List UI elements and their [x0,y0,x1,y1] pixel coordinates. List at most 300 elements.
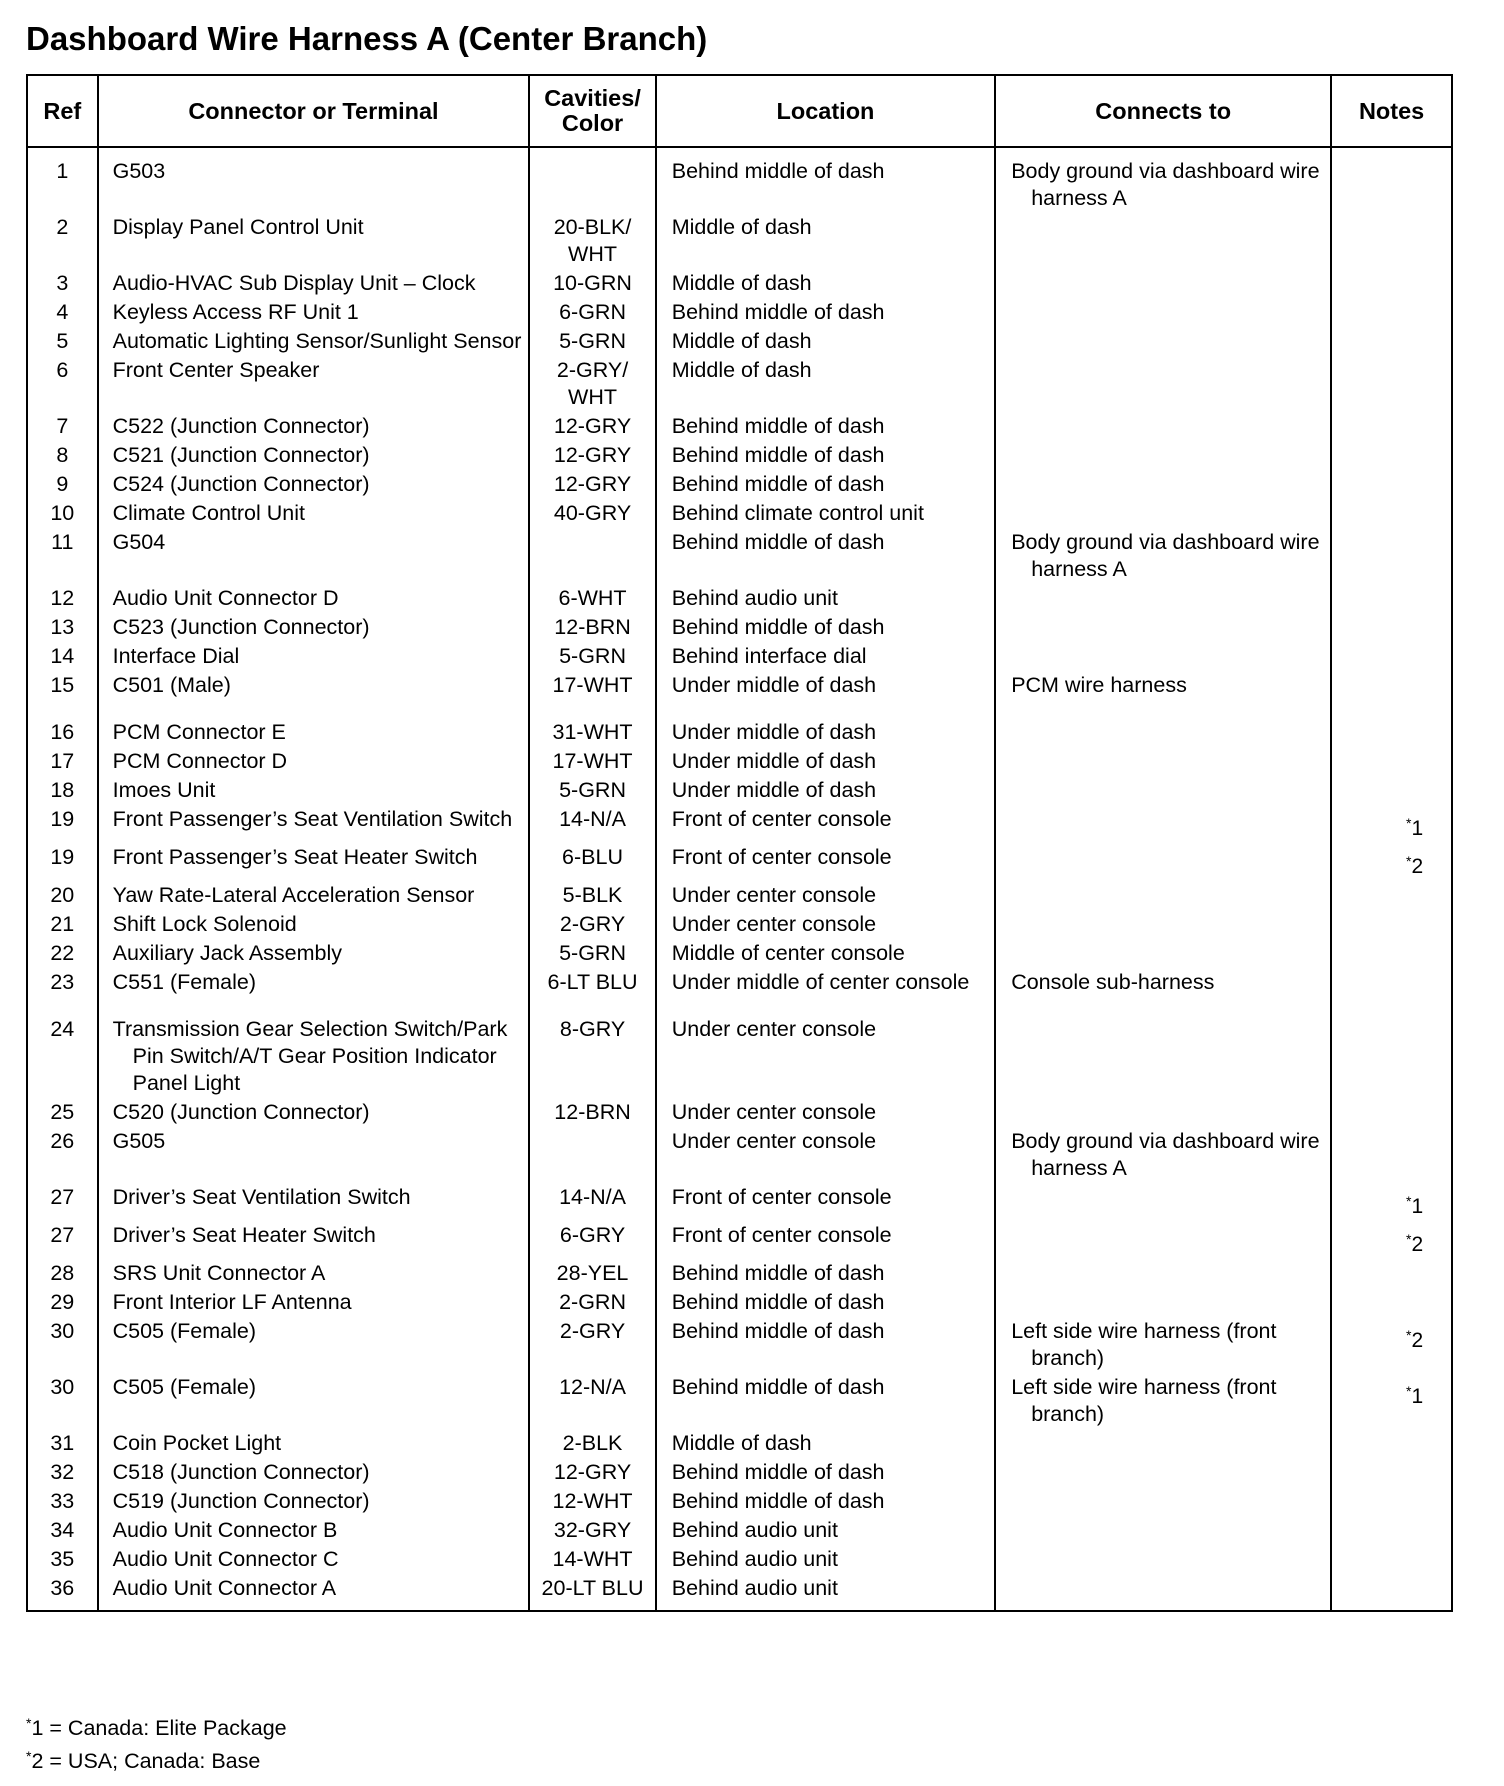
table-row [27,776,1452,805]
connects-to-cell [995,412,1331,441]
notes-cell [1331,356,1452,412]
location-cell-text: Middle of dash [671,329,812,353]
connector-cell-text: Front Interior LF Antenna [112,1290,352,1314]
connector-cell-text: Front Center Speaker [112,358,320,382]
cavities-cell [529,968,655,1015]
connector-cell [98,269,530,298]
notes-cell [1331,805,1452,843]
table-row [27,1487,1452,1516]
location-cell [656,1545,995,1574]
location-cell [656,613,995,642]
connector-cell [98,1429,530,1458]
connector-cell [98,356,530,412]
connector-cell-text: Coin Pocket Light [112,1431,282,1455]
cavities-cell-text: 40-GRY [553,501,632,525]
cavities-cell-text: 12-WHT [552,1489,633,1513]
connects-to-cell [995,1288,1331,1317]
ref-cell: 17 [27,747,98,776]
connects-to-cell [995,1429,1331,1458]
cavities-cell-text: 8-GRY [559,1017,626,1041]
col-header-notes: Notes [1331,75,1452,147]
cavities-cell [529,881,655,910]
connector-cell-text: C551 (Female) [112,970,256,994]
ref-cell: 4 [27,298,98,327]
footnotes [26,1709,287,1775]
notes-cell-text: * 2 [1406,1322,1423,1354]
cavities-cell [529,718,655,747]
connects-to-cell [995,1487,1331,1516]
location-cell-text: Under middle of center console [671,970,970,994]
connects-to-cell [995,1183,1331,1221]
connects-to-cell [995,584,1331,613]
location-cell [656,147,995,213]
cavities-cell [529,1458,655,1487]
location-cell [656,269,995,298]
location-cell [656,1317,995,1373]
connects-to-cell [995,1015,1331,1098]
location-cell [656,1574,995,1611]
connector-cell-text: Driver’s Seat Ventilation Switch [112,1185,411,1209]
connector-cell [98,499,530,528]
notes-cell [1331,269,1452,298]
table-row [27,1429,1452,1458]
location-cell [656,939,995,968]
cavities-cell [529,671,655,718]
connector-cell-text: Audio Unit Connector C [112,1547,339,1571]
connector-cell-text: G504 [112,530,166,554]
notes-cell [1331,613,1452,642]
location-cell [656,1221,995,1259]
location-cell-text: Middle of dash [671,215,812,239]
notes-cell [1331,1221,1452,1259]
cavities-cell-text: 12-GRY [553,443,632,467]
connects-to-cell [995,1516,1331,1545]
col-header-location: Location [656,75,995,147]
cavities-cell-text: 12-BRN [554,1100,631,1124]
table-row [27,470,1452,499]
connects-to-cell [995,499,1331,528]
connects-to-cell-text: Body ground via dashboard wire harness A [1011,159,1320,210]
cavities-cell [529,528,655,584]
notes-cell [1331,1288,1452,1317]
connects-to-cell [995,671,1331,718]
location-cell [656,1516,995,1545]
connector-cell [98,671,530,718]
notes-cell [1331,718,1452,747]
notes-cell [1331,747,1452,776]
cavities-cell-text: 6-LT BLU [547,970,638,994]
connector-cell-text: Display Panel Control Unit [112,215,364,239]
cavities-cell-text: 2-GRY [559,1319,626,1343]
cavities-cell [529,1183,655,1221]
location-cell [656,776,995,805]
connector-cell-text: C501 (Male) [112,673,231,697]
table-row [27,968,1452,1015]
cavities-cell-text: 14-N/A [559,1185,626,1209]
connector-cell-text: C518 (Junction Connector) [112,1460,370,1484]
location-cell [656,298,995,327]
connects-to-cell-text: Left side wire harness (front branch) [1011,1319,1277,1370]
cavities-cell-text: 12-GRY [553,472,632,496]
notes-cell [1331,1183,1452,1221]
notes-cell-text: * 2 [1406,848,1423,880]
location-cell-text: Behind middle of dash [671,1489,885,1513]
location-cell [656,843,995,881]
connector-cell-text: PCM Connector D [112,749,288,773]
connects-to-cell [995,642,1331,671]
notes-cell [1331,441,1452,470]
connects-to-cell [995,528,1331,584]
cavities-cell-text: 12-N/A [559,1375,626,1399]
notes-cell [1331,412,1452,441]
cavities-cell-text: 2-BLK [562,1431,623,1455]
ref-cell: 15 [27,671,98,718]
location-cell-text: Under center console [671,1129,877,1153]
notes-cell [1331,327,1452,356]
cavities-cell-text: 12-BRN [554,615,631,639]
ref-cell: 36 [27,1574,98,1611]
cavities-cell-text: 28-YEL [556,1261,629,1285]
notes-cell [1331,1373,1452,1429]
table-row [27,1574,1452,1611]
notes-cell [1331,881,1452,910]
ref-cell: 16 [27,718,98,747]
ref-cell: 26 [27,1127,98,1183]
ref-cell: 11 [27,528,98,584]
location-cell [656,584,995,613]
ref-cell: 5 [27,327,98,356]
connector-cell [98,298,530,327]
connector-cell-text: Shift Lock Solenoid [112,912,297,936]
connector-cell [98,613,530,642]
connector-cell [98,843,530,881]
location-cell [656,356,995,412]
location-cell [656,1183,995,1221]
table-row [27,1259,1452,1288]
connector-cell-text: Auxiliary Jack Assembly [112,941,343,965]
location-cell-text: Front of center console [671,845,892,869]
notes-cell [1331,213,1452,269]
ref-cell: 28 [27,1259,98,1288]
ref-cell: 7 [27,412,98,441]
location-cell-text: Under middle of dash [671,720,877,744]
connector-cell-text: Yaw Rate-Lateral Acceleration Sensor [112,883,475,907]
connector-cell-text: Front Passenger’s Seat Heater Switch [112,845,478,869]
connector-cell-text: Interface Dial [112,644,240,668]
cavities-cell-text: 2-GRY/ WHT [556,358,629,409]
ref-cell: 9 [27,470,98,499]
cavities-cell [529,584,655,613]
ref-cell: 30 [27,1317,98,1373]
cavities-cell [529,298,655,327]
connector-cell-text: Imoes Unit [112,778,216,802]
cavities-cell [529,1429,655,1458]
connector-cell [98,1183,530,1221]
table-row [27,1015,1452,1098]
connects-to-cell [995,327,1331,356]
connector-cell-text: SRS Unit Connector A [112,1261,326,1285]
connector-cell-text: C523 (Junction Connector) [112,615,370,639]
connects-to-cell-text: Left side wire harness (front branch) [1011,1375,1277,1426]
ref-cell: 19 [27,805,98,843]
connector-cell [98,1098,530,1127]
location-cell-text: Behind climate control unit [671,501,924,525]
cavities-cell-text: 14-N/A [559,807,626,831]
connects-to-cell [995,805,1331,843]
connector-cell [98,1545,530,1574]
ref-cell: 30 [27,1373,98,1429]
cavities-cell-text: 17-WHT [552,749,633,773]
connects-to-cell [995,147,1331,213]
location-cell [656,805,995,843]
notes-cell [1331,1259,1452,1288]
notes-cell [1331,939,1452,968]
cavities-cell [529,1288,655,1317]
connector-cell [98,805,530,843]
cavities-cell [529,356,655,412]
notes-cell-text: * 1 [1406,1378,1423,1410]
location-cell-text: Under center console [671,1100,877,1124]
notes-cell [1331,776,1452,805]
location-cell [656,528,995,584]
table-row [27,1516,1452,1545]
connector-cell [98,1015,530,1098]
notes-cell [1331,671,1452,718]
location-cell [656,910,995,939]
col-header-cavities: Cavities/ Color [529,75,655,147]
notes-cell-text: * 2 [1406,1226,1423,1258]
connector-cell [98,1259,530,1288]
location-cell [656,213,995,269]
col-header-connects-to: Connects to [995,75,1331,147]
notes-cell [1331,1098,1452,1127]
connector-cell-text: Transmission Gear Selection Switch/Park Pin Switch/A/T Gear Position Indicator Panel Light [112,1017,508,1095]
connector-cell-text: Keyless Access RF Unit 1 [112,300,359,324]
location-cell [656,1259,995,1288]
location-cell [656,1458,995,1487]
connects-to-cell [995,1373,1331,1429]
connector-cell [98,528,530,584]
notes-cell [1331,968,1452,1015]
table-row [27,805,1452,843]
notes-cell [1331,584,1452,613]
table-row [27,327,1452,356]
connector-cell [98,1221,530,1259]
connects-to-cell [995,881,1331,910]
location-cell [656,718,995,747]
table-row [27,671,1452,718]
table-row [27,356,1452,412]
ref-cell: 27 [27,1183,98,1221]
connector-cell [98,1288,530,1317]
location-cell [656,441,995,470]
connects-to-cell [995,1098,1331,1127]
notes-cell [1331,843,1452,881]
cavities-cell-text: 20-LT BLU [541,1576,644,1600]
location-cell-text: Front of center console [671,807,892,831]
connects-to-cell [995,1127,1331,1183]
connects-to-cell-text: Console sub-harness [1011,970,1215,994]
cavities-cell [529,1545,655,1574]
connects-to-cell [995,910,1331,939]
connects-to-cell [995,843,1331,881]
table-row [27,269,1452,298]
connects-to-cell-text: Body ground via dashboard wire harness A [1011,530,1320,581]
ref-cell: 13 [27,613,98,642]
connector-cell-text: PCM Connector E [112,720,286,744]
cavities-cell [529,1574,655,1611]
cavities-cell [529,499,655,528]
footnote-marker: * [26,1748,32,1764]
location-cell-text: Behind audio unit [671,1547,838,1571]
col-header-connector: Connector or Terminal [98,75,530,147]
ref-cell: 6 [27,356,98,412]
connector-cell [98,584,530,613]
connects-to-cell [995,747,1331,776]
connects-to-cell [995,939,1331,968]
connector-cell [98,968,530,1015]
table-row [27,1545,1452,1574]
location-cell-text: Middle of dash [671,358,812,382]
connector-cell [98,1317,530,1373]
cavities-cell-text: 14-WHT [552,1547,633,1571]
location-cell-text: Behind middle of dash [671,1375,885,1399]
connector-cell [98,776,530,805]
location-cell-text: Under center console [671,883,877,907]
location-cell-text: Behind middle of dash [671,1319,885,1343]
location-cell [656,671,995,718]
ref-cell: 24 [27,1015,98,1098]
connects-to-cell [995,968,1331,1015]
cavities-cell-text: 5-GRN [559,778,626,802]
table-row [27,1288,1452,1317]
location-cell-text: Under middle of dash [671,778,877,802]
ref-cell: 1 [27,147,98,213]
location-cell-text: Behind audio unit [671,1576,838,1600]
notes-cell [1331,1487,1452,1516]
cavities-cell [529,1373,655,1429]
connector-cell-text: Driver’s Seat Heater Switch [112,1223,376,1247]
location-cell-text: Behind middle of dash [671,414,885,438]
connects-to-cell-text: Body ground via dashboard wire harness A [1011,1129,1320,1180]
connects-to-cell [995,1458,1331,1487]
location-cell-text: Under middle of dash [671,673,877,697]
cavities-cell-text: 32-GRY [553,1518,632,1542]
connector-cell-text: C505 (Female) [112,1375,256,1399]
table-row [27,1373,1452,1429]
cavities-cell [529,910,655,939]
notes-cell [1331,1574,1452,1611]
ref-cell: 20 [27,881,98,910]
location-cell-text: Behind middle of dash [671,1460,885,1484]
cavities-cell-text: 6-GRY [559,1223,626,1247]
table-row [27,1317,1452,1373]
connector-cell-text: C522 (Junction Connector) [112,414,370,438]
table-row [27,881,1452,910]
table-row [27,1458,1452,1487]
ref-cell: 27 [27,1221,98,1259]
table-row [27,747,1452,776]
ref-cell: 21 [27,910,98,939]
connects-to-cell [995,1545,1331,1574]
table-row [27,1221,1452,1259]
connector-cell [98,1487,530,1516]
connects-to-cell [995,356,1331,412]
connector-cell-text: C505 (Female) [112,1319,256,1343]
location-cell [656,881,995,910]
table-row [27,528,1452,584]
ref-cell: 33 [27,1487,98,1516]
connector-cell [98,910,530,939]
location-cell-text: Middle of center console [671,941,905,965]
location-cell-text: Behind interface dial [671,644,867,668]
connects-to-cell [995,269,1331,298]
table-row [27,843,1452,881]
connects-to-cell [995,1317,1331,1373]
cavities-cell [529,613,655,642]
cavities-cell-text: 6-GRN [559,300,626,324]
connector-cell-text: Front Passenger’s Seat Ventilation Switch [112,807,513,831]
connector-cell-text: Audio Unit Connector D [112,586,339,610]
connector-cell-text: Climate Control Unit [112,501,305,525]
ref-cell: 34 [27,1516,98,1545]
connector-cell [98,1458,530,1487]
connector-cell [98,1373,530,1429]
cavities-cell-text: 2-GRN [559,1290,626,1314]
cavities-cell-text: 12-GRY [553,414,632,438]
ref-cell: 12 [27,584,98,613]
connector-cell-text: C519 (Junction Connector) [112,1489,370,1513]
connector-cell [98,1574,530,1611]
connector-cell [98,881,530,910]
location-cell [656,1127,995,1183]
table-row [27,441,1452,470]
location-cell [656,327,995,356]
notes-cell-text: * 1 [1406,810,1423,842]
footnote-marker: * [26,1715,32,1731]
cavities-cell-text: 5-GRN [559,644,626,668]
table-row [27,1127,1452,1183]
connector-cell [98,642,530,671]
cavities-cell-text: 5-GRN [559,941,626,965]
cavities-cell [529,642,655,671]
table-row [27,298,1452,327]
cavities-cell [529,327,655,356]
location-cell-text: Behind middle of dash [671,300,885,324]
ref-cell: 10 [27,499,98,528]
cavities-cell [529,1487,655,1516]
cavities-cell [529,1317,655,1373]
location-cell-text: Front of center console [671,1185,892,1209]
ref-cell: 23 [27,968,98,1015]
ref-cell: 2 [27,213,98,269]
location-cell [656,499,995,528]
ref-cell: 8 [27,441,98,470]
cavities-cell [529,747,655,776]
notes-cell [1331,642,1452,671]
table-row [27,147,1452,213]
table-body [27,147,1452,1611]
location-cell [656,747,995,776]
connector-cell-text: Automatic Lighting Sensor/Sunlight Sensor [112,329,522,353]
cavities-cell-text: 10-GRN [553,271,632,295]
location-cell [656,1015,995,1098]
connector-cell [98,470,530,499]
notes-cell [1331,499,1452,528]
location-cell [656,1373,995,1429]
col-header-ref: Ref [27,75,98,147]
connector-cell [98,718,530,747]
